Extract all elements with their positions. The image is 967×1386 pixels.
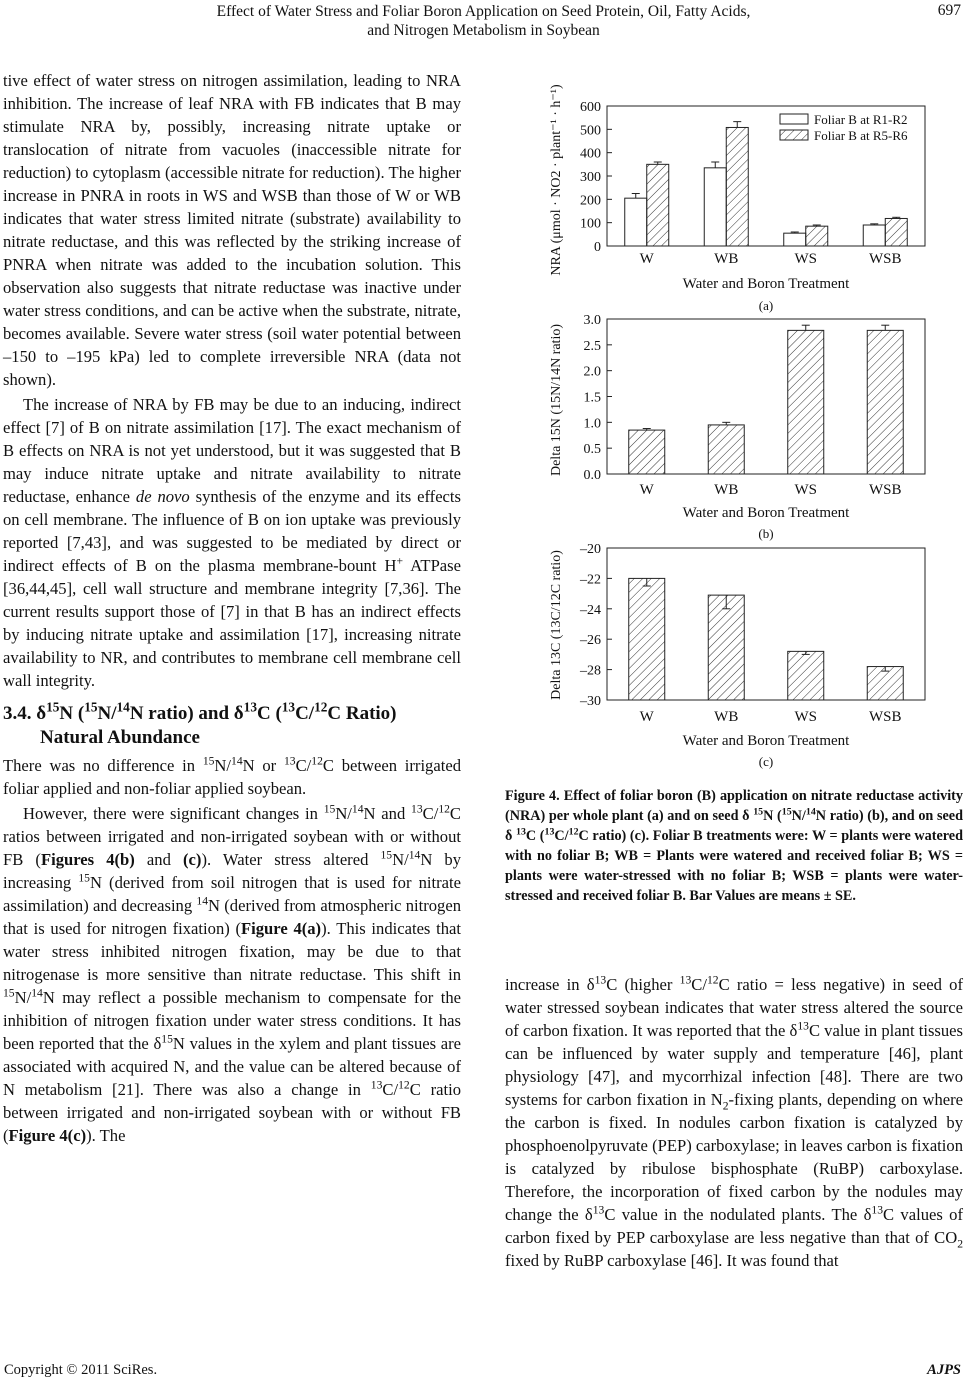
chart-panel-a bbox=[549, 84, 925, 313]
header-title-line1: Effect of Water Stress and Foliar Boron Application on Seed Protein, Oil, Fatty Acids, bbox=[216, 3, 751, 20]
bar bbox=[726, 127, 748, 246]
figure-caption: Figure 4. Effect of foliar boron (B) application on nitrate reductase activity (NRA) per whole plant (a) and on seed δ $^{15}$N ($^{15}$N/$^{14}$N ratio) (b), and on seed δ $^{13}$C ($^{13}$C/$^{12}$C ratio) (c). Foliar B treatments were: W = plants were watered with no foliar B; WB = Plants were watered and received foliar B; WS = plants were water-stressed with no foliar B; WSB = plants were water-stressed and received foliar B. Bar Values are means ± SE. bbox=[505, 788, 963, 904]
x-axis-label: Water and Boron Treatment bbox=[682, 276, 850, 292]
y-tick-label: –22 bbox=[580, 572, 601, 588]
right-column bbox=[505, 973, 963, 1272]
bar bbox=[788, 651, 824, 700]
y-tick-label: 400 bbox=[580, 146, 601, 162]
bar bbox=[885, 218, 907, 246]
bar bbox=[625, 198, 647, 246]
page-number: 697 bbox=[937, 2, 961, 19]
bar bbox=[863, 225, 885, 246]
y-tick-label: –30 bbox=[580, 694, 601, 709]
right-paragraph-1: increase in $\delta^{13}C$ (higher $^{13}$C/$^{12}$C ratio = less negative) in seed of water stressed soybean indicates that water stress altered the source of carbon fixation. It was reported that the $\delta^{13}C$ value in plant tissues can be influenced by water supply and temperature [46], plant physiology [47], and mycorrhizal infection [48]. There are two systems for carbon fixation in $N_2$-fixing plants, depending on where the carbon is fixed. In nodules carbon fixation is catalyzed by phosphoenolpyruvate (PEP) carboxylase; in leaves carbon is fixation is catalyzed by ribulose bisphosphate (RuBP) carboxylase. Therefore, the incorporation of fixed carbon by the nodules may change the $\delta^{13}C$ value in the nodulated plants. The $\delta^{13}C$ values of carbon fixed by PEP carboxylase are less negative than that of $CO_2$ fixed by RuBP carboxylase [46]. It was found that bbox=[505, 973, 964, 1270]
y-tick-label: 2.5 bbox=[583, 338, 601, 354]
chart-panel-b bbox=[549, 313, 925, 541]
bar bbox=[629, 578, 665, 700]
bar bbox=[708, 595, 744, 700]
y-tick-label: –28 bbox=[580, 663, 601, 679]
y-tick-label: –20 bbox=[580, 542, 601, 557]
x-tick-label: WB bbox=[714, 482, 739, 498]
y-tick-label: 1.5 bbox=[583, 390, 601, 406]
y-tick-label: 1.0 bbox=[583, 416, 601, 432]
left-paragraph-2: The increase of NRA by FB may be due to an inducing, indirect effect [7] of B on nitrate assimilation [17]. The exact mechanism of B effects on NRA is not yet understood, but it was suggested that B may induce nitrate uptake and nitrate availability to nitrate reductase, enhance de novo synthesis of the enzyme and its effects on cell membrane. The influence of B on ion uptake was previously reported [7,43], and was suggested to be mediated by direct or indirect effects of B on the plasma membrane-bount H+ ATPase [36,44,45], cell wall structure and membrane integrity [7,36]. The current results support those of [7] in that B has an indirect effects by inducing nitrate uptake and assimilation [17], increasing nitrate availability to NR, and contributes to membrane cell membrane cell wall integrity. bbox=[3, 395, 461, 690]
left-paragraph-3: There was no difference in $^{15}$N/$^{14}$N or $^{13}$C/$^{12}$C between irrigated foliar applied and non-foliar applied soybean. bbox=[3, 754, 461, 798]
x-axis-label: Water and Boron Treatment bbox=[682, 733, 850, 749]
y-axis-label: Delta 15N (15N/14N ratio) bbox=[549, 323, 564, 477]
x-tick-label: W bbox=[639, 709, 654, 725]
panel-label: (a) bbox=[758, 298, 774, 313]
y-tick-label: 600 bbox=[580, 100, 601, 115]
bar bbox=[629, 430, 665, 474]
x-tick-label: WS bbox=[794, 251, 817, 267]
chart-panel-c bbox=[549, 542, 925, 769]
footer-journal: AJPS bbox=[927, 1362, 961, 1378]
left-paragraph-1: tive effect of water stress on nitrogen assimilation, leading to NRA inhibition. The increase of leaf NRA with FB indicates that B may stimulate NRA by, possibly, increasing nitrate uptake or translocation of nitrate from vacuoles (inaccessible nitrate for reduction) to cytoplasm (accessible nitrate for reduction). The higher increase in PNRA in roots in WS and WSB than those of W or WB indicates that water stress limited nitrate (substrate) availability to nitrate reductase, and this was reflected by the striking increase of PNRA when nitrate was added to the incubation solution. This observation also suggests that nitrate reductase was inactive under water stress conditions, and can be active when the substrate, nitrate, becomes available. Severe water stress (soil water potential between –150 to –195 kPa) led to complete irreversible NRA (data not shown). bbox=[3, 71, 461, 389]
bar bbox=[788, 330, 824, 474]
x-tick-label: W bbox=[639, 482, 654, 498]
bar bbox=[784, 233, 806, 246]
y-tick-label: 200 bbox=[580, 193, 601, 209]
bar bbox=[647, 164, 669, 246]
x-tick-label: WS bbox=[794, 482, 817, 498]
y-tick-label: 100 bbox=[580, 216, 601, 232]
panel-label: (c) bbox=[758, 754, 774, 769]
y-tick-label: 2.0 bbox=[583, 364, 601, 380]
header-title-line2: and Nitrogen Metabolism in Soybean bbox=[367, 22, 600, 39]
y-tick-label: 0.0 bbox=[583, 468, 601, 483]
legend-swatch bbox=[780, 114, 808, 124]
y-tick-label: –24 bbox=[580, 602, 601, 618]
footer-copyright: Copyright © 2011 SciRes. bbox=[4, 1362, 158, 1378]
left-column bbox=[3, 69, 461, 1147]
x-tick-label: WB bbox=[714, 251, 739, 267]
bar bbox=[806, 226, 828, 246]
legend-label: Foliar B at R5-R6 bbox=[814, 128, 908, 143]
bar bbox=[704, 168, 726, 246]
x-tick-label: WSB bbox=[868, 482, 902, 498]
y-axis-label: Delta 13C (13C/12C ratio) bbox=[549, 550, 564, 700]
figure-4 bbox=[540, 70, 960, 770]
y-tick-label: 500 bbox=[580, 123, 601, 139]
section-heading: 3.4. $\delta^{15}N$ ($^{15}$N/$^{14}$N ratio) and $\delta^{13}C$ ($^{13}$C/$^{12}$C Ratio) Natural Abundance bbox=[3, 699, 397, 748]
x-tick-label: WSB bbox=[868, 251, 902, 267]
running-header bbox=[0, 2, 967, 40]
y-tick-label: 0 bbox=[594, 240, 601, 255]
y-tick-label: –26 bbox=[580, 633, 601, 649]
bar bbox=[708, 425, 744, 474]
panel-label: (b) bbox=[758, 526, 774, 541]
x-tick-label: WS bbox=[794, 709, 817, 725]
y-tick-label: 300 bbox=[580, 170, 601, 185]
y-axis-label: NRA (μmol · NO2 · plant⁻¹ · h⁻¹) bbox=[549, 84, 564, 276]
x-tick-label: W bbox=[639, 251, 654, 267]
legend-swatch bbox=[780, 130, 808, 140]
legend-label: Foliar B at R1-R2 bbox=[814, 112, 908, 127]
x-tick-label: WB bbox=[714, 709, 739, 725]
y-tick-label: 3.0 bbox=[583, 313, 601, 328]
x-tick-label: WSB bbox=[868, 709, 902, 725]
left-paragraph-4: However, there were significant changes in $^{15}$N/$^{14}$N and $^{13}$C/$^{12}$C ratios between irrigated and non-irrigated soybean with or without FB (Figures 4(b) and (c)). Water stress altered $^{15}$N/$^{14}$N by increasing $^{15}$N (derived from soil nitrogen that is used for nitrate assimilation) and decreasing $^{14}$N (derived from atmospheric nitrogen that is used for nitrogen fixation) (Figure 4(a)). This indicates that water stress inhibited nitrogen fixation, may be due to that nitrogenase is more sensitive than nitrate reductase. This shift in $^{15}$N/$^{14}$N may reflect a possible mechanism to compensate for the inhibition of nitrogen fixation under water stress conditions. It has been reported that the $\delta^{15}N$ values in the xylem and plant tissues are associated with acquired N, and the value can be altered because of N metabolism [21]. There was also a change in $^{13}$C/$^{12}$C ratio between irrigated and non-irrigated soybean with or without FB (Figure 4(c)). The bbox=[3, 802, 462, 1145]
y-tick-label: 0.5 bbox=[583, 442, 601, 458]
bar bbox=[867, 330, 903, 474]
x-axis-label: Water and Boron Treatment bbox=[682, 505, 850, 521]
